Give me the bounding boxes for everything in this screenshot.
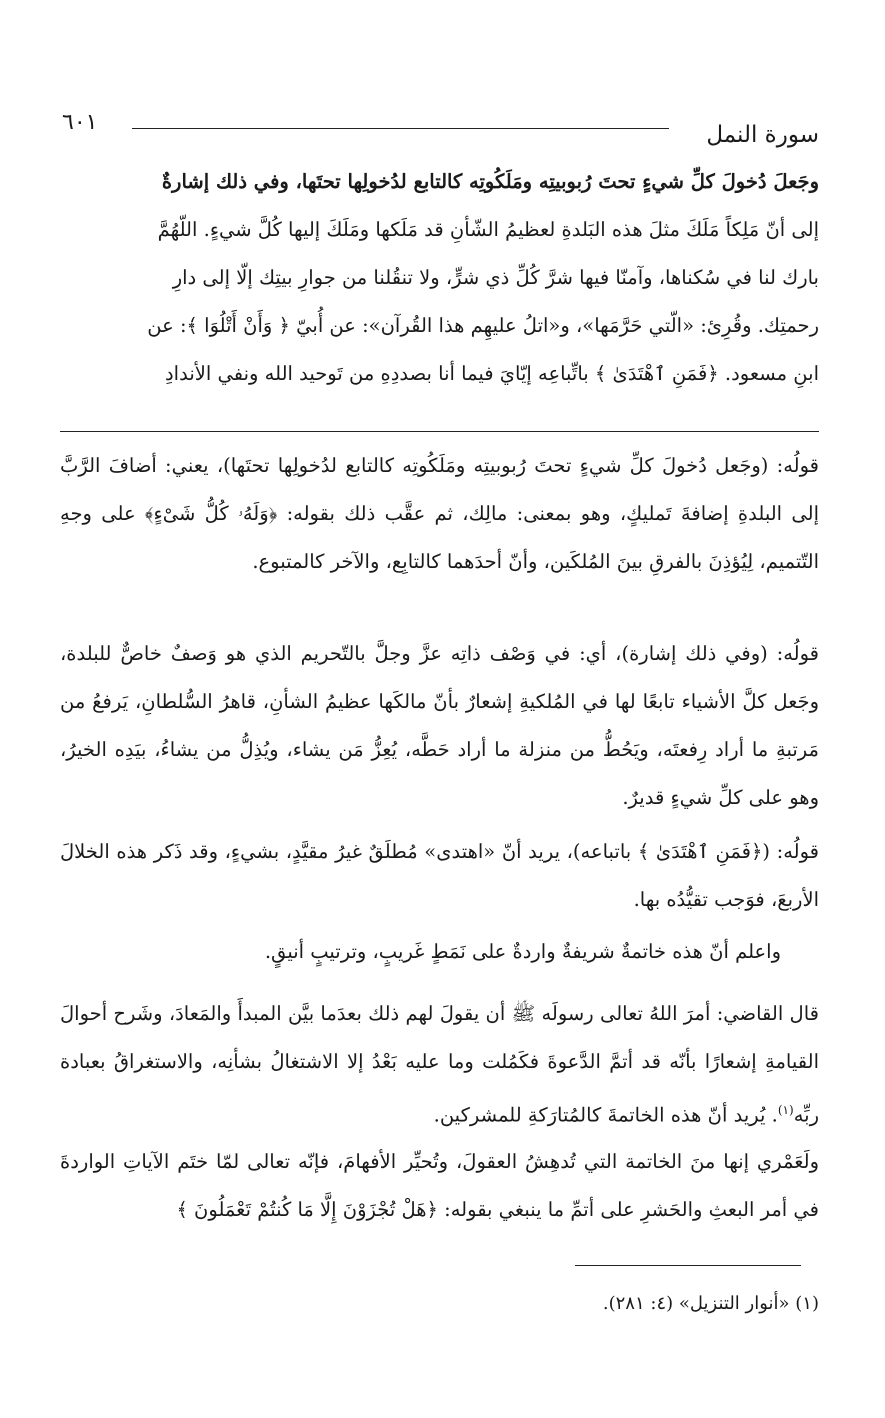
- sura-name: سورة النمل: [706, 122, 819, 148]
- page-header: [62, 106, 819, 146]
- main-line-1: وجَعلَ دُخولَ كلِّ شيءٍ تحتَ رُبوبيتِه ومَلَكُوتِه كالتابع لدُخولِها تحتَها، وفي ذلك إشارةٌ: [161, 170, 819, 193]
- page-number: ٦٠١: [62, 110, 98, 135]
- footnote-rule: [575, 1265, 801, 1266]
- commentary-paragraph-6: ولَعَمْري إنها منَ الخاتمة التي تُدهِشُ العقولَ، وتُحيِّر الأفهامَ، فإنّه تعالى لمّا ختَم الآياتِ الواردةَ في أمر البعثِ والحَشرِ على أتمِّ ما ينبغي بقوله: ﴿هَلْ تُجْزَوْنَ إِلَّا مَا كُنتُمْ تَعْمَلُونَ ﴾: [60, 1150, 819, 1221]
- main-line-2: إلى أنّ مَلِكاً مَلَكَ مثلَ هذه البَلدةِ لعظيمُ الشّأنِ قد مَلَكها ومَلَكَ إليها كُلَّ شيءٍ. اللّهُمَّ: [157, 218, 819, 241]
- commentary-paragraph-5-text: قال القاضي: أمرَ اللهُ تعالى رسولَه ﷺ أن يقولَ لهم ذلك بعدَما بيَّن المبدأَ والمَعادَ، وشَرح أحوالَ القيامةِ إشعارًا بأنّه قد أتمَّ الدَّعوةَ فكَمُلت وما عليه بَعْدُ إلا الاشتغالُ بشأنِه، والاستغراقُ بعبادة ربِّه: [60, 1002, 819, 1127]
- commentary-paragraph-5: [60, 990, 819, 1140]
- main-line-3: بارك لنا في سُكناها، وآمنّا فيها شرَّ كُلِّ ذي شرٍّ، ولا تنقُلنا من جوارِ بيتِك إلّا إلى دارِ: [172, 266, 819, 289]
- header-rule: [132, 128, 669, 129]
- commentary-paragraph-2: قولُه: (وفي ذلك إشارة)، أي: في وَصْف ذاتِه عزَّ وجلَّ بالتّحريم الذي هو وَصفٌ خاصٌّ للبلدة، وجَعل كلَّ الأشياء تابعًا لها في المُلكيةِ إشعارٌ بأنّ مالكَها عظيمُ الشأنِ، قاهرُ السُّلطانِ، يَرفعُ من مَرتبةِ ما أراد رِفعتَه، ويَحُطُّ من منزلة ما أراد حَطَّه، يُعِزُّ مَن يشاء، ويُذِلُّ من يشاءُ، بيَدِه الخيرُ، وهو على كلِّ شيءٍ قديرٌ.: [60, 642, 819, 809]
- footnote: (١) «أنوار التنزيل» (٤: ٢٨١).: [602, 1293, 819, 1314]
- footnote-marker: (١): [777, 1103, 794, 1117]
- main-line-5: ابنِ مسعود. ﴿فَمَنِ ٱهْتَدَىٰ ﴾ باتِّباعِه إيّايَ فيما أنا بصددِهِ من تَوحيد الله ونفي الأندادِ: [165, 362, 819, 385]
- commentary-paragraph-3: قولُه: (﴿فَمَنِ ٱهْتَدَىٰ ﴾ باتباعه)، يريد أنّ «اهتدى» مُطلَقٌ غيرُ مقيَّدٍ، بشيءٍ، وقد ذَكر هذه الخلالَ الأربعَ، فوَجب تقيُّدُه بها.: [60, 840, 819, 911]
- text-commentary-divider: [60, 431, 819, 432]
- commentary-paragraph-5-end: . يُريد أنّ هذه الخاتمةَ كالمُتارَكةِ للمشركين.: [433, 1103, 778, 1127]
- main-line-4: رحمتِك. وقُرِئ: «الّتي حَرَّمَها»، و«اتلُ عليهِم هذا القُرآن»: عن أُبيّ ﴿ وَأَنْ أَتْلُوَا ﴾: عن: [147, 314, 819, 337]
- commentary-paragraph-1: قولُه: (وجَعل دُخولَ كلِّ شيءٍ تحتَ رُبوبيتِه ومَلَكُوتِه كالتابع لدُخولِها تحتَها)، يعني: أضافَ الرَّبَّ إلى البلدةِ إضافةَ تَمليكٍ، وهو بمعنى: مالِك، ثم عقَّب ذلك بقوله: ﴿وَلَهُۥ كُلُّ شَىْءٍ﴾ على وجهِ التّتميم، لِيُؤذِنَ بالفرقِ بينَ المُلكَين، وأنّ أحدَهما كالتابِع، والآخر كالمتبوع.: [60, 454, 819, 573]
- commentary-paragraph-4: واعلم أنّ هذه خاتمةٌ شريفةٌ واردةٌ على نَمَطٍ غَريبٍ، وترتيبٍ أنيقٍ.: [264, 940, 781, 963]
